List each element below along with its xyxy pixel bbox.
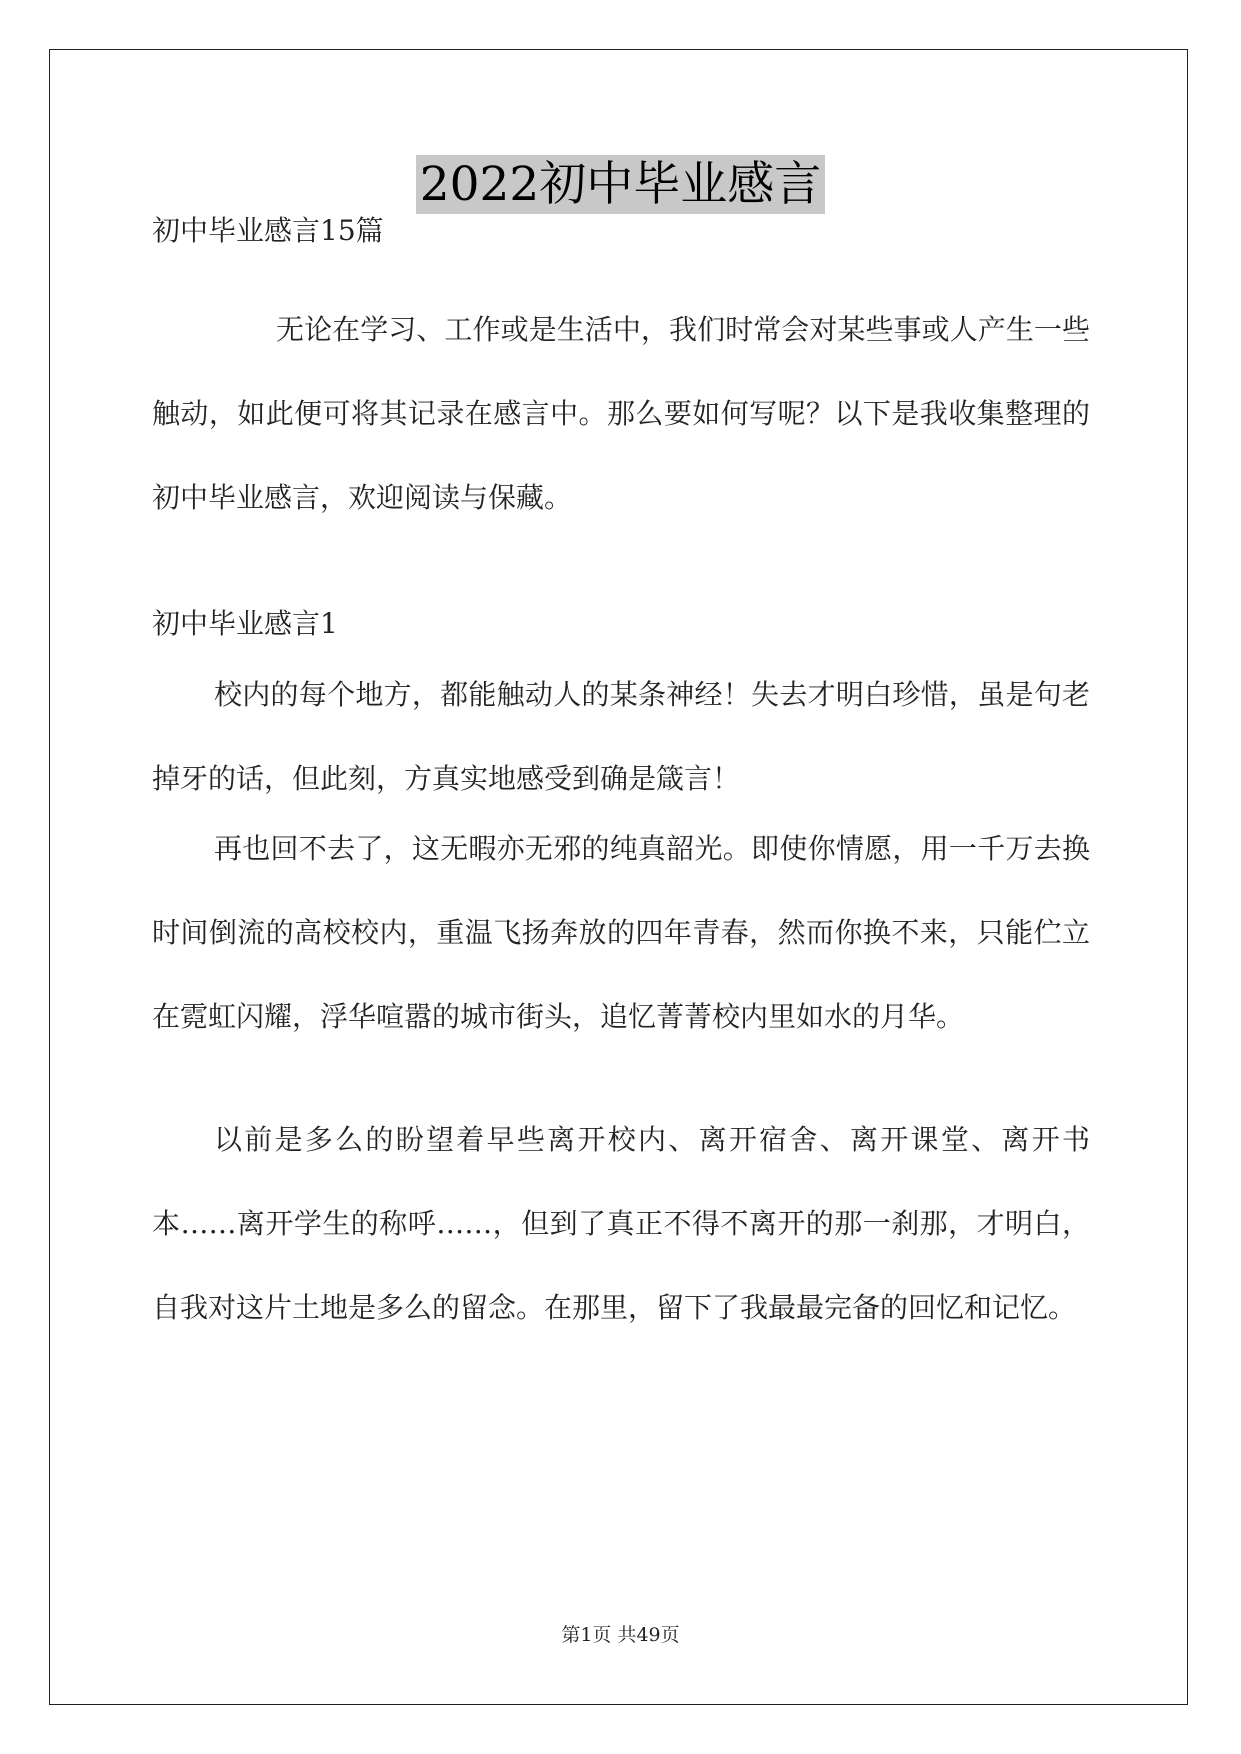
page-footer: 第1页 共49页 xyxy=(561,1624,680,1646)
section-title: 初中毕业感言1 xyxy=(152,607,338,640)
intro-paragraph: 无论在学习、工作或是生活中，我们时常会对某些事或人产生一些触动，如此便可将其记录在感言中。那么要如何写呢？以下是我收集整理的初中毕业感言，欢迎阅读与保藏。 xyxy=(152,313,1090,514)
title-text: 2022初中毕业感言 xyxy=(416,155,826,214)
document-title xyxy=(0,153,1241,217)
body-paragraph-1: 校内的每个地方，都能触动人的某条神经！失去才明白珍惜，虽是句老掉牙的话，但此刻，方真实地感受到确是箴言！ xyxy=(152,678,1090,795)
document-subtitle: 初中毕业感言15篇 xyxy=(152,214,384,247)
body-paragraph-2: 再也回不去了，这无暇亦无邪的纯真韶光。即使你情愿，用一千万去换时间倒流的高校校内，重温飞扬奔放的四年青春，然而你换不来，只能伫立在霓虹闪耀，浮华喧嚣的城市街头，追忆菁菁校内里如水的月华。 xyxy=(152,832,1090,1033)
body-paragraph-3: 以前是多么的盼望着早些离开校内、离开宿舍、离开课堂、离开书本……离开学生的称呼……，但到了真正不得不离开的那一刹那，才明白，自我对这片土地是多么的留念。在那里，留下了我最最完备的回忆和记忆。 xyxy=(152,1123,1090,1324)
